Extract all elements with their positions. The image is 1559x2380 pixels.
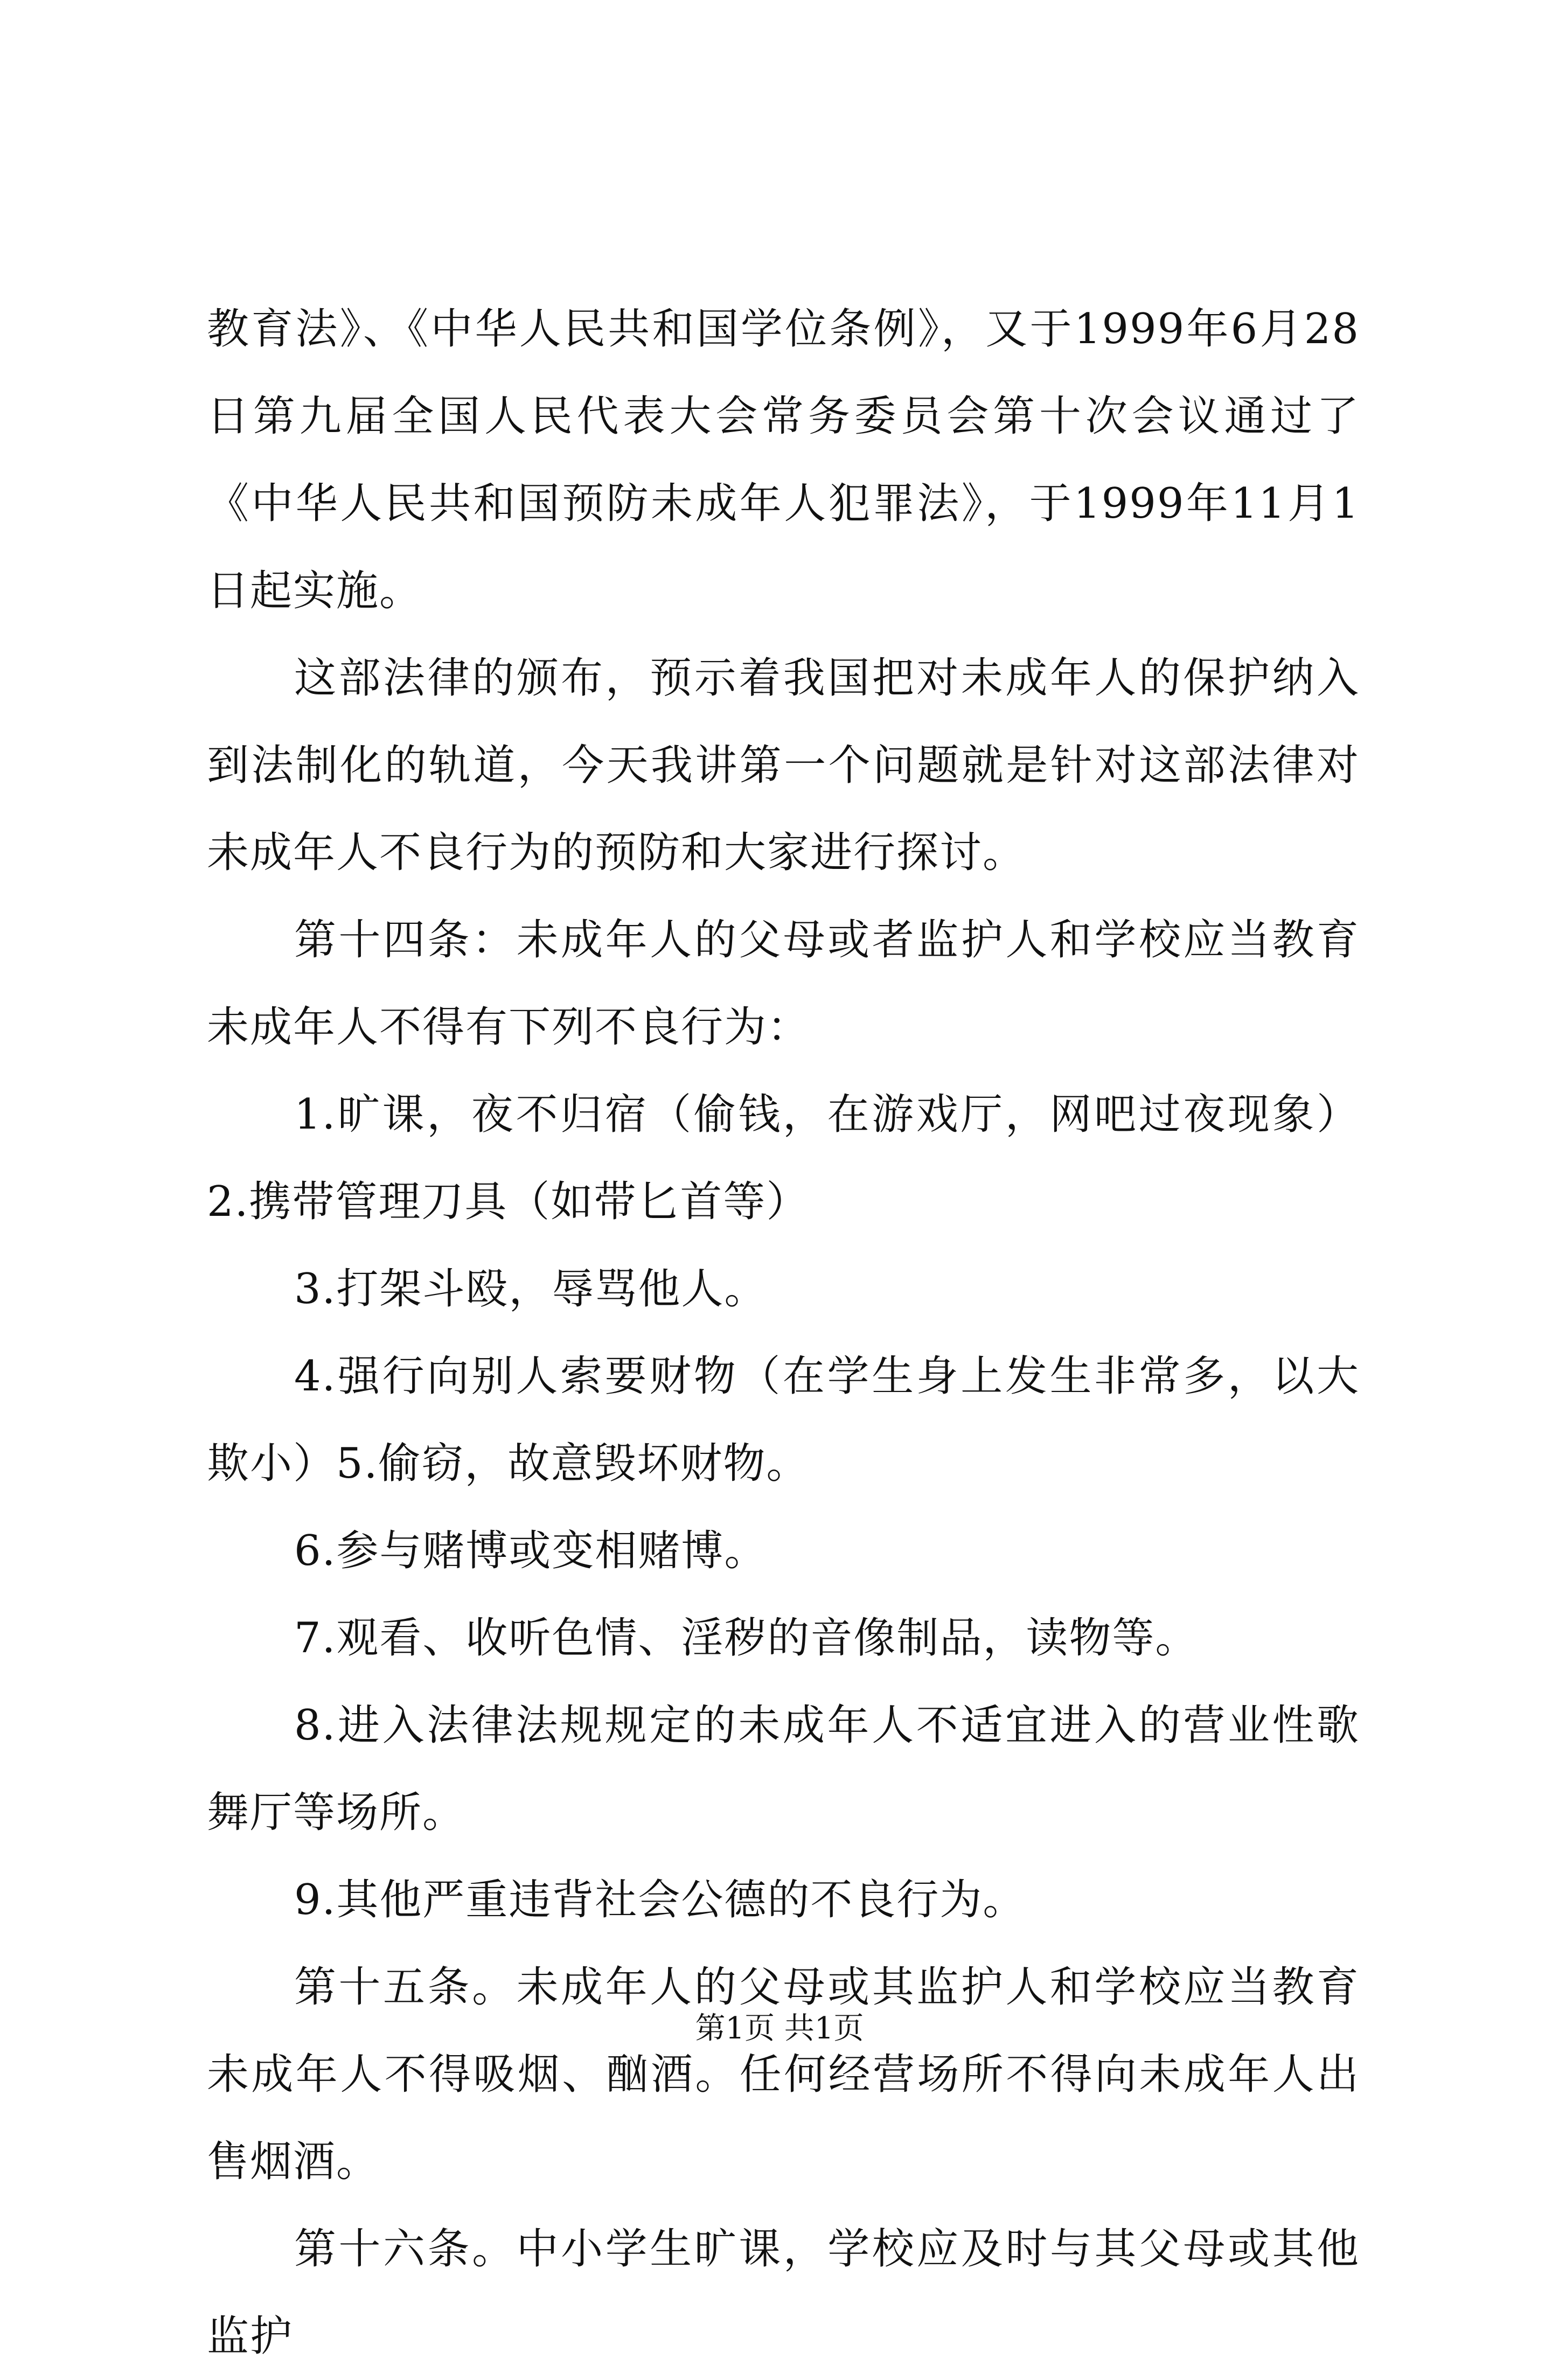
paragraph-10: 9.其他严重违背社会公德的不良行为。: [294, 1876, 1026, 1924]
paragraph-8: 7.观看、收听色情、淫秽的音像制品，读物等。: [294, 1614, 1199, 1662]
document-body: [207, 286, 1360, 2380]
paragraph-4: 1.旷课，夜不归宿（偷钱，在游戏厅，网吧过夜现象）2.携带管理刀具（如带匕首等）: [207, 1090, 1360, 1226]
paragraph-9: 8.进入法律法规规定的未成年人不适宜进入的营业性歌舞厅等场所。: [207, 1701, 1360, 1837]
paragraph-1: 教育法》、《中华人民共和国学位条例》，又于1999年6月28日第九届全国人民代表大会常务委员会第十次会议通过了《中华人民共和国预防未成年人犯罪法》，于1999年11月1日起实施。: [207, 305, 1360, 615]
paragraph-3: 第十四条：未成年人的父母或者监护人和学校应当教育未成年人不得有下列不良行为：: [207, 916, 1360, 1052]
paragraph-11: 第十五条。未成年人的父母或其监护人和学校应当教育未成年人不得吸烟、酗酒。任何经营场所不得向未成年人出售烟酒。: [207, 1963, 1360, 2186]
paragraph-5: 3.打架斗殴，辱骂他人。: [294, 1265, 768, 1313]
paragraph-2: 这部法律的颁布，预示着我国把对未成年人的保护纳入到法制化的轨道，今天我讲第一个问题就是针对这部法律对未成年人不良行为的预防和大家进行探讨。: [207, 654, 1360, 877]
paragraph-6: 4.强行向别人索要财物（在学生身上发生非常多，以大欺小）5.偷窃，故意毁坏财物。: [207, 1352, 1360, 1488]
paragraph-12: 第十六条。中小学生旷课，学校应及时与其父母或其他监护: [207, 2225, 1360, 2361]
page-footer: 第1页 共1页: [695, 2011, 864, 2046]
paragraph-7: 6.参与赌博或变相赌博。: [294, 1527, 768, 1575]
